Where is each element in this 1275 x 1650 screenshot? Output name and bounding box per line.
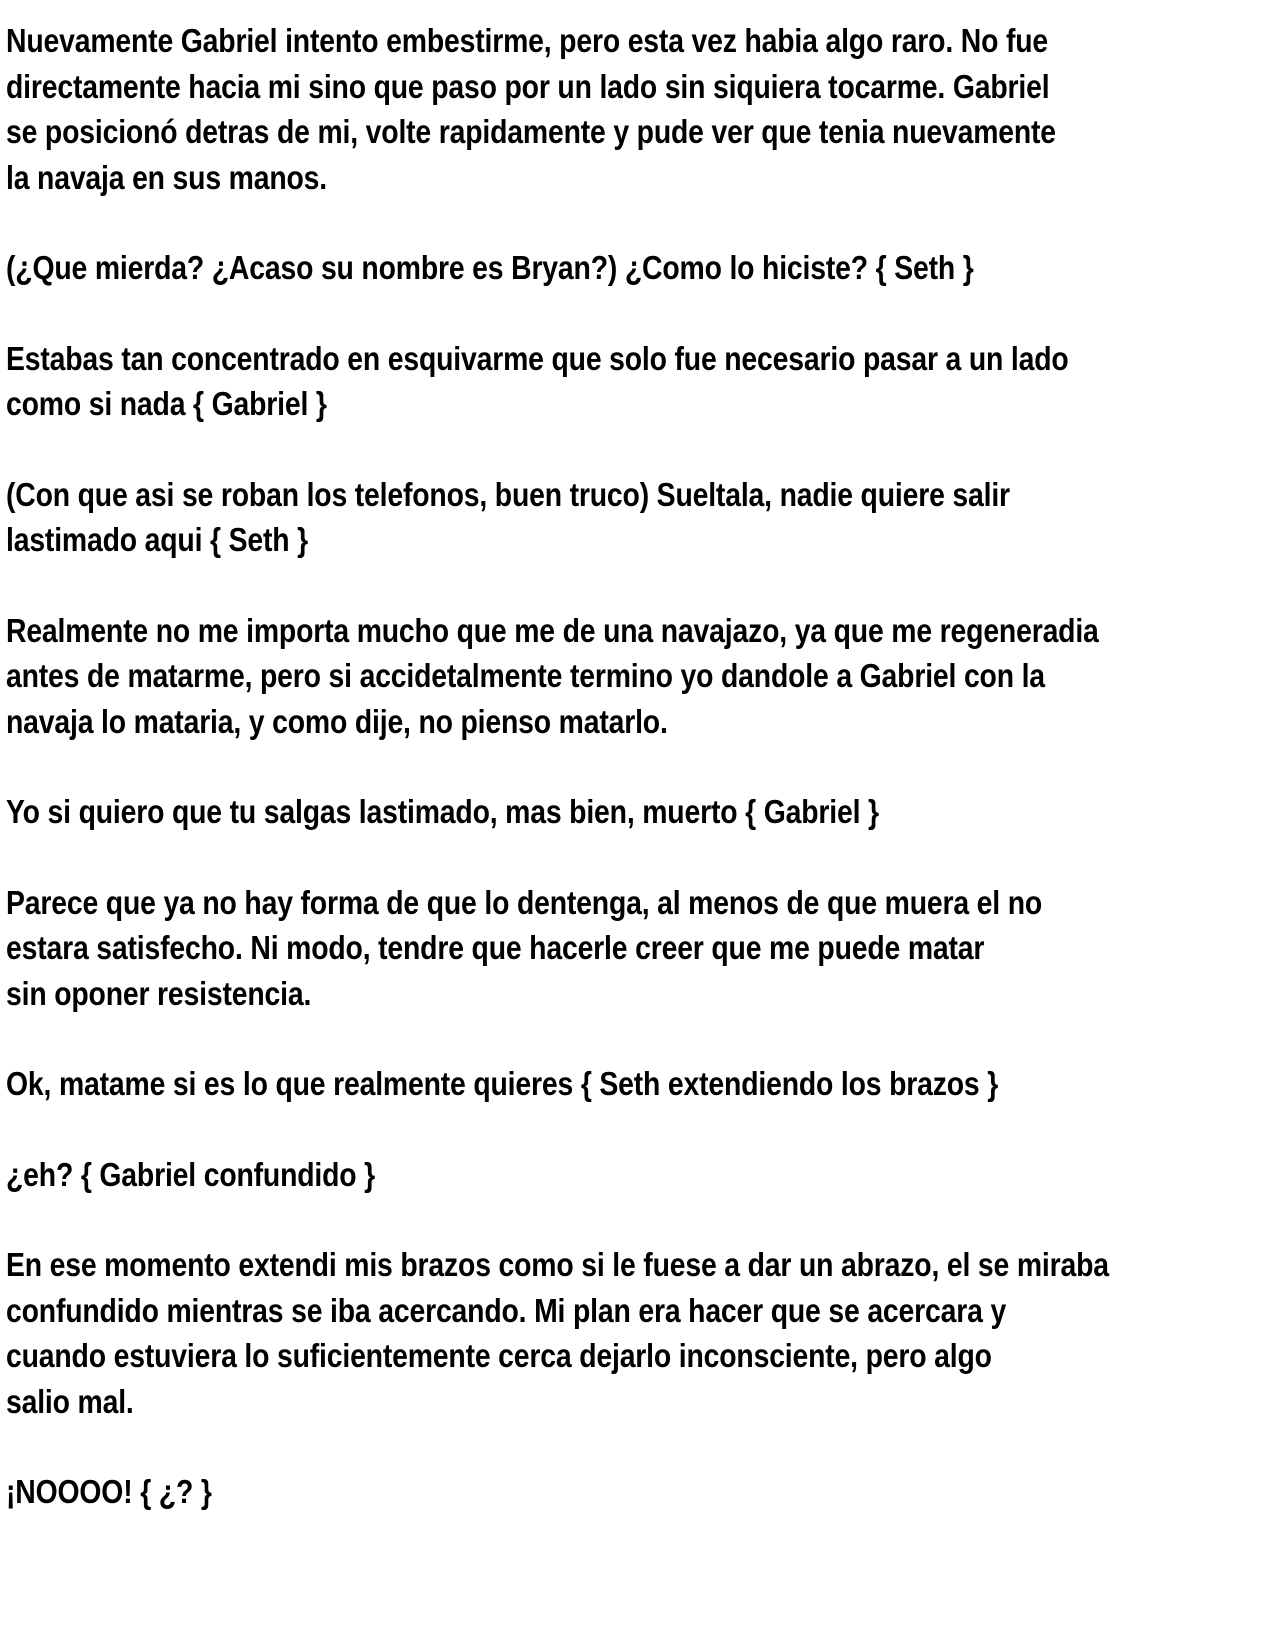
text-line: la navaja en sus manos. (6, 158, 327, 196)
text-line: estara satisfecho. Ni modo, tendre que hacerle creer que me puede matar (6, 929, 985, 966)
text-line: Ok, matame si es lo que realmente quieres { Seth extendiendo los brazos } (6, 1065, 999, 1102)
text-line: se posicionó detras de mi, volte rapidamente y pude ver que tenia nuevamente (6, 113, 1056, 150)
paragraph (6, 880, 1227, 1017)
text-line: ¿eh? { Gabriel confundido } (6, 1155, 376, 1193)
paragraph (6, 336, 1227, 427)
text-line: Realmente no me importa mucho que me de una navajazo, ya que me regeneradia (6, 611, 1099, 649)
paragraph (6, 789, 1227, 835)
paragraph (6, 245, 1227, 291)
text-line: directamente hacia mi sino que paso por un lado sin siquiera tocarme. Gabriel (6, 67, 1050, 105)
text-line: confundido mientras se iba acercando. Mi plan era hacer que se acercara y (6, 1291, 1007, 1329)
text-line: (Con que asi se roban los telefonos, buen truco) Sueltala, nadie quiere salir (6, 475, 1010, 513)
paragraph (6, 1152, 1227, 1198)
text-line: salio mal. (6, 1382, 134, 1420)
text-line: lastimado aqui { Seth } (6, 521, 308, 558)
paragraph (6, 18, 1227, 200)
paragraph (6, 1061, 1227, 1107)
text-line: (¿Que mierda? ¿Acaso su nombre es Bryan?) ¿Como lo hiciste? { Seth } (6, 249, 974, 286)
paragraph (6, 1242, 1227, 1424)
text-line: En ese momento extendi mis brazos como si le fuese a dar un abrazo, el se miraba (6, 1246, 1109, 1283)
paragraph (6, 472, 1227, 563)
text-line: Estabas tan concentrado en esquivarme que solo fue necesario pasar a un lado (6, 339, 1069, 377)
text-line: Yo si quiero que tu salgas lastimado, mas bien, muerto { Gabriel } (6, 793, 879, 830)
paragraph (6, 608, 1227, 745)
story-page (6, 18, 1268, 1560)
text-line: antes de matarme, pero si accidetalmente termino yo dandole a Gabriel con la (6, 657, 1045, 694)
text-line: Nuevamente Gabriel intento embestirme, pero esta vez habia algo raro. No fue (6, 22, 1049, 59)
text-line: sin oponer resistencia. (6, 974, 312, 1012)
text-line: Parece que ya no hay forma de que lo dentenga, al menos de que muera el no (6, 883, 1043, 921)
paragraph (6, 1469, 1227, 1515)
text-line: como si nada { Gabriel } (6, 385, 327, 422)
text-line: ¡NOOOO! { ¿? } (6, 1473, 212, 1510)
text-line: navaja lo mataria, y como dije, no pienso matarlo. (6, 702, 668, 740)
text-line: cuando estuviera lo suficientemente cerca dejarlo inconsciente, pero algo (6, 1337, 992, 1374)
